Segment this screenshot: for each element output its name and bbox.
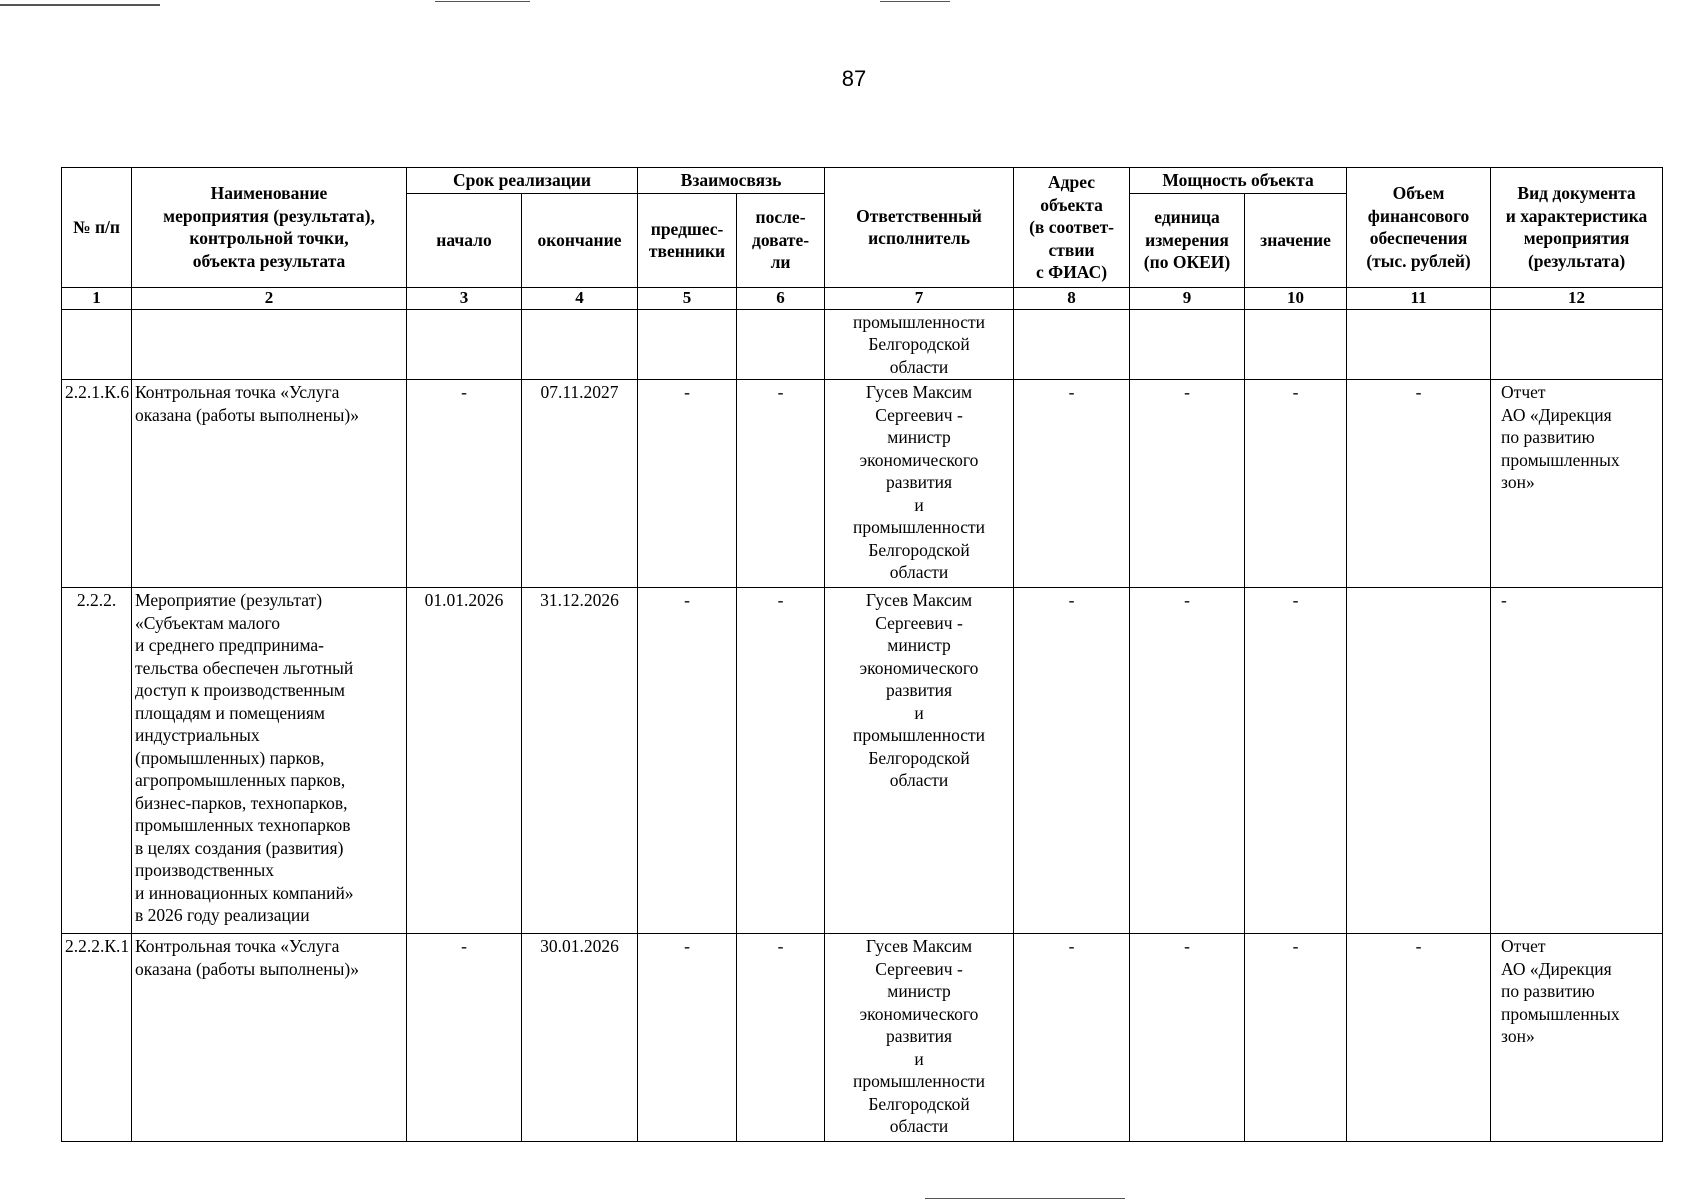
cell-end: 31.12.2026 [522, 588, 638, 934]
header-successors: после- довате- ли [737, 193, 825, 287]
cell-financing: - [1347, 380, 1491, 588]
cell-responsible: Гусев Максим Сергеевич - министр экономического развития и промышленности Белгородской области [825, 588, 1014, 934]
cell-successors: - [737, 934, 825, 1142]
scan-artifact-line [925, 1198, 1125, 1199]
cell-predecessors: - [638, 380, 737, 588]
cell-financing: - [1347, 934, 1491, 1142]
column-number: 3 [407, 287, 522, 309]
table-row [62, 588, 1663, 934]
scan-artifact-line [0, 4, 160, 6]
column-number: 7 [825, 287, 1014, 309]
header-name: Наименование мероприятия (результата), контрольной точки, объекта результата [132, 168, 407, 288]
cell-unit: - [1130, 934, 1245, 1142]
cell-unit: - [1130, 380, 1245, 588]
cell-responsible: промышленности Белгородской области [825, 309, 1014, 380]
cell-value: - [1245, 380, 1347, 588]
column-number: 4 [522, 287, 638, 309]
cell-number [62, 309, 132, 380]
cell-name: Мероприятие (результат) «Субъектам малого и среднего предпринима- тельства обеспечен льготный доступ к производственным площадям и помещениям индустриальных (промышленных) парков, агропромышленных парков, бизнес-парков, технопарков, промышленных технопарков в целях создания (развития) производственных и инновационных компаний» в 2026 году реализации [132, 588, 407, 934]
cell-address [1014, 309, 1130, 380]
cell-successors: - [737, 588, 825, 934]
implementation-plan-table [61, 167, 1663, 1142]
page-number: 87 [841, 66, 867, 91]
column-number: 12 [1491, 287, 1663, 309]
cell-document: - [1491, 588, 1663, 934]
header-link-group: Взаимосвязь [638, 168, 825, 194]
column-number: 1 [62, 287, 132, 309]
cell-address: - [1014, 588, 1130, 934]
cell-end: 07.11.2027 [522, 380, 638, 588]
cell-predecessors: - [638, 934, 737, 1142]
cell-unit [1130, 309, 1245, 380]
cell-financing [1347, 588, 1491, 934]
cell-value [1245, 309, 1347, 380]
cell-successors: - [737, 380, 825, 588]
cell-start: - [407, 380, 522, 588]
column-number: 11 [1347, 287, 1491, 309]
cell-number: 2.2.1.К.6 [62, 380, 132, 588]
cell-unit: - [1130, 588, 1245, 934]
cell-number: 2.2.2.К.1 [62, 934, 132, 1142]
cell-value: - [1245, 934, 1347, 1142]
cell-name: Контрольная точка «Услуга оказана (работы выполнены)» [132, 380, 407, 588]
scan-artifact-line [435, 1, 530, 2]
header-unit: единица измерения (по ОКЕИ) [1130, 193, 1245, 287]
cell-responsible: Гусев Максим Сергеевич - министр экономического развития и промышленности Белгородской области [825, 380, 1014, 588]
cell-predecessors: - [638, 588, 737, 934]
column-number: 5 [638, 287, 737, 309]
header-number: № п/п [62, 168, 132, 288]
header-start: начало [407, 193, 522, 287]
header-document: Вид документа и характеристика мероприятия (результата) [1491, 168, 1663, 288]
column-number: 9 [1130, 287, 1245, 309]
header-power-group: Мощность объекта [1130, 168, 1347, 194]
cell-responsible: Гусев Максим Сергеевич - министр экономического развития и промышленности Белгородской области [825, 934, 1014, 1142]
cell-address: - [1014, 380, 1130, 588]
header-value: значение [1245, 193, 1347, 287]
column-number: 6 [737, 287, 825, 309]
cell-successors [737, 309, 825, 380]
header-end: окончание [522, 193, 638, 287]
cell-financing [1347, 309, 1491, 380]
cell-address: - [1014, 934, 1130, 1142]
header-financing: Объем финансового обеспечения (тыс. рублей) [1347, 168, 1491, 288]
cell-start [407, 309, 522, 380]
cell-end: 30.01.2026 [522, 934, 638, 1142]
scan-artifact-line [880, 1, 950, 2]
table-row [62, 934, 1663, 1142]
cell-predecessors [638, 309, 737, 380]
cell-start: - [407, 934, 522, 1142]
header-responsible: Ответственный исполнитель [825, 168, 1014, 288]
cell-document [1491, 309, 1663, 380]
header-term-group: Срок реализации [407, 168, 638, 194]
cell-document: Отчет АО «Дирекция по развитию промышленных зон» [1491, 380, 1663, 588]
header-predecessors: предшес- твенники [638, 193, 737, 287]
cell-start: 01.01.2026 [407, 588, 522, 934]
column-number: 10 [1245, 287, 1347, 309]
cell-name [132, 309, 407, 380]
table-row [62, 309, 1663, 380]
header-address: Адрес объекта (в соответ- ствии с ФИАС) [1014, 168, 1130, 288]
cell-end [522, 309, 638, 380]
cell-document: Отчет АО «Дирекция по развитию промышленных зон» [1491, 934, 1663, 1142]
cell-name: Контрольная точка «Услуга оказана (работы выполнены)» [132, 934, 407, 1142]
cell-value: - [1245, 588, 1347, 934]
column-number: 2 [132, 287, 407, 309]
column-number: 8 [1014, 287, 1130, 309]
table-row [62, 380, 1663, 588]
cell-number: 2.2.2. [62, 588, 132, 934]
